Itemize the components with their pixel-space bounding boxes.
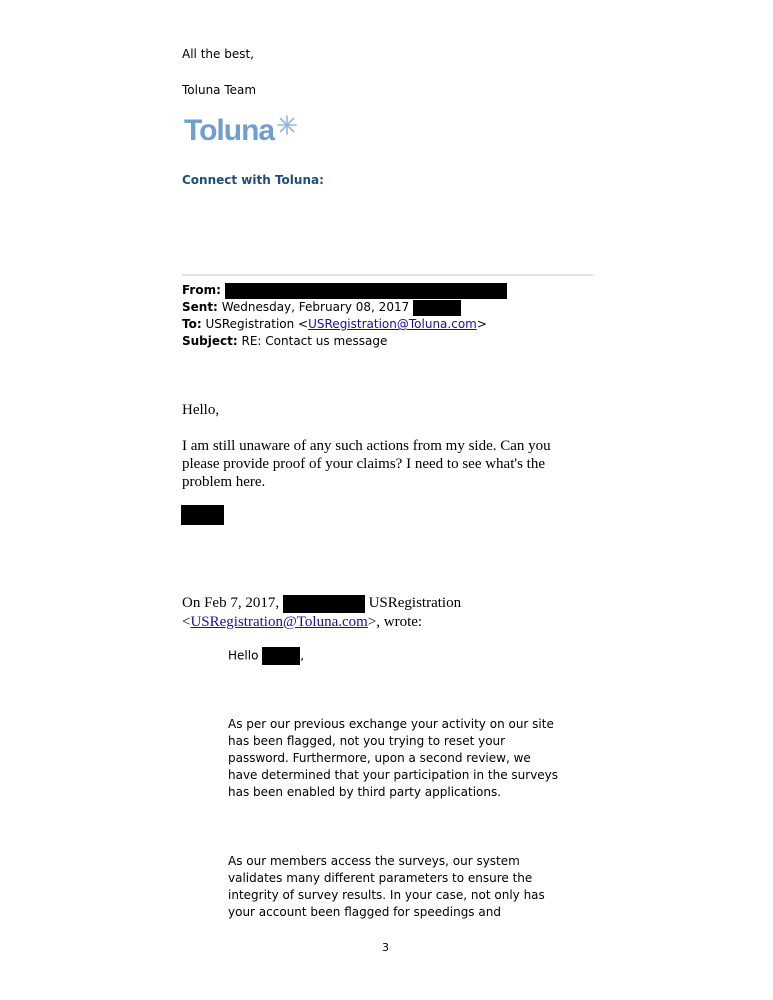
subject-label: Subject: xyxy=(182,334,238,348)
quoted-line: password. Furthermore, upon a second review, we xyxy=(228,751,531,765)
signature-text: Toluna Team xyxy=(182,83,257,97)
sent-value: Wednesday, February 08, 2017 xyxy=(221,300,410,314)
reply-line: problem here. xyxy=(182,474,266,490)
reply-line: please provide proof of your claims? I need to see what's the xyxy=(182,456,545,472)
quote-header-line2 xyxy=(182,613,602,631)
quoted-line: has been enabled by third party applications. xyxy=(228,785,502,799)
redacted-from xyxy=(225,283,507,299)
sent-label: Sent: xyxy=(182,300,218,314)
quoted-line: As our members access the surveys, our system xyxy=(228,854,520,868)
quoted-hello: Hello xyxy=(228,648,259,663)
quoted-line: validates many different parameters to ensure the xyxy=(228,871,533,885)
quote-suffix: >, wrote: xyxy=(367,613,423,630)
from-label: From: xyxy=(182,283,221,297)
quote-header xyxy=(182,594,602,631)
redacted-signature xyxy=(181,505,224,525)
to-email-link[interactable]: USRegistration@Toluna.com xyxy=(308,317,477,331)
connect-heading: Connect with Toluna: xyxy=(182,173,324,187)
quoted-line: your account been flagged for speedings and xyxy=(228,905,501,919)
to-name: USRegistration < xyxy=(205,317,309,331)
logo-star-icon xyxy=(276,114,298,136)
quoted-hello-line xyxy=(228,647,304,665)
quoted-paragraph-1 xyxy=(228,716,588,801)
email-header xyxy=(182,282,602,350)
sent-line xyxy=(182,299,602,316)
quoted-line: have determined that your participation in the surveys xyxy=(228,768,559,782)
closing-text: All the best, xyxy=(182,47,254,61)
quoted-line: integrity of survey results. In your case, not only has xyxy=(228,888,545,902)
quoted-line: has been flagged, not you trying to reset your xyxy=(228,734,506,748)
subject-value: RE: Contact us message xyxy=(241,334,388,348)
to-close: > xyxy=(476,317,487,331)
quote-sender: USRegistration xyxy=(368,595,462,611)
reply-body xyxy=(182,437,602,491)
quote-prefix: On Feb 7, 2017, xyxy=(182,595,280,611)
to-label: To: xyxy=(182,317,202,331)
quoted-comma: , xyxy=(300,648,305,663)
quote-header-line1 xyxy=(182,594,602,613)
to-line xyxy=(182,316,602,333)
reply-greeting: Hello, xyxy=(182,402,220,418)
quote-email-open: < xyxy=(182,613,191,630)
from-line xyxy=(182,282,602,299)
quote-email-link[interactable]: USRegistration@Toluna.com xyxy=(190,613,368,630)
subject-line xyxy=(182,333,602,350)
logo-wordmark: Toluna xyxy=(184,114,275,147)
quoted-line: As per our previous exchange your activity on our site xyxy=(228,717,554,731)
toluna-logo xyxy=(184,114,299,154)
redacted-time xyxy=(413,300,461,316)
redacted-recipient xyxy=(262,647,300,665)
header-divider xyxy=(182,274,593,276)
reply-line: I am still unaware of any such actions from my side. Can you xyxy=(182,438,551,454)
page-number: 3 xyxy=(382,941,389,954)
quoted-paragraph-2 xyxy=(228,853,588,921)
redacted-quote-name xyxy=(283,595,365,613)
